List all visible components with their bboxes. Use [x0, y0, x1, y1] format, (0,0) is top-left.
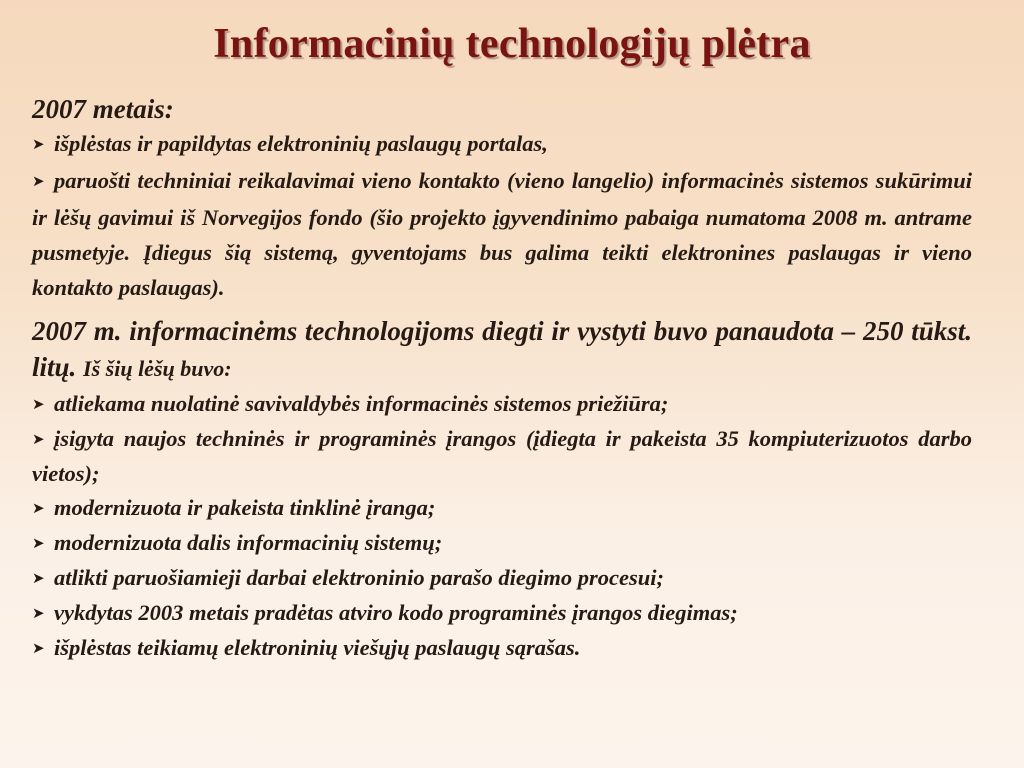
- arrow-bullet-icon: ➤: [32, 501, 45, 517]
- arrow-bullet-icon: ➤: [32, 571, 45, 587]
- slide-title: Informacinių technologijų plėtra: [213, 21, 811, 67]
- arrow-bullet-icon: ➤: [32, 137, 45, 153]
- arrow-bullet-icon: ➤: [32, 432, 45, 448]
- list-item: ➤ vykdytas 2003 metais pradėtas atviro kodo programinės įrangos diegimas;: [32, 596, 972, 631]
- section2-intro: [32, 313, 972, 387]
- list-item: ➤ įsigyta naujos techninės ir programinės įrangos (įdiegta ir pakeista 35 kompiuterizuotos darbo vietos);: [32, 422, 972, 491]
- section1-bullet-list: [32, 126, 972, 305]
- slide-content: [32, 92, 972, 666]
- section2-intro-small: Iš šių lėšų buvo:: [83, 356, 232, 381]
- list-item: ➤ išplėstas ir papildytas elektroninių paslaugų portalas,: [32, 126, 972, 163]
- arrow-bullet-icon: ➤: [32, 174, 45, 190]
- arrow-bullet-icon: ➤: [32, 536, 45, 552]
- list-item: ➤ atliekama nuolatinė savivaldybės informacinės sistemos priežiūra;: [32, 387, 972, 422]
- arrow-bullet-icon: ➤: [32, 397, 45, 413]
- section1-heading: 2007 metais:: [32, 94, 174, 124]
- section2-bullet-list: [32, 387, 972, 666]
- list-item: ➤ paruošti techniniai reikalavimai vieno kontakto (vieno langelio) informacinės sistemos sukūrimui ir lėšų gavimui iš Norvegijos fondo (šio projekto įgyvendinimo pabaiga numatoma 2008 m. antrame pusmetyje. Įdiegus šią sistemą, gyventojams bus galima teikti elektronines paslaugas ir vieno kontakto paslaugas).: [32, 163, 972, 305]
- list-item: ➤ modernizuota ir pakeista tinklinė įranga;: [32, 491, 972, 526]
- arrow-bullet-icon: ➤: [32, 606, 45, 622]
- list-item: ➤ išplėstas teikiamų elektroninių viešųjų paslaugų sąrašas.: [32, 631, 972, 666]
- section2-intro-large: 2007 m. informacinėms technologijoms diegti ir vystyti buvo panaudota – 250 tūkst. litų.: [32, 316, 972, 382]
- list-item: ➤ atlikti paruošiamieji darbai elektroninio parašo diegimo procesui;: [32, 561, 972, 596]
- arrow-bullet-icon: ➤: [32, 641, 45, 657]
- list-item: ➤ modernizuota dalis informacinių sistemų;: [32, 526, 972, 561]
